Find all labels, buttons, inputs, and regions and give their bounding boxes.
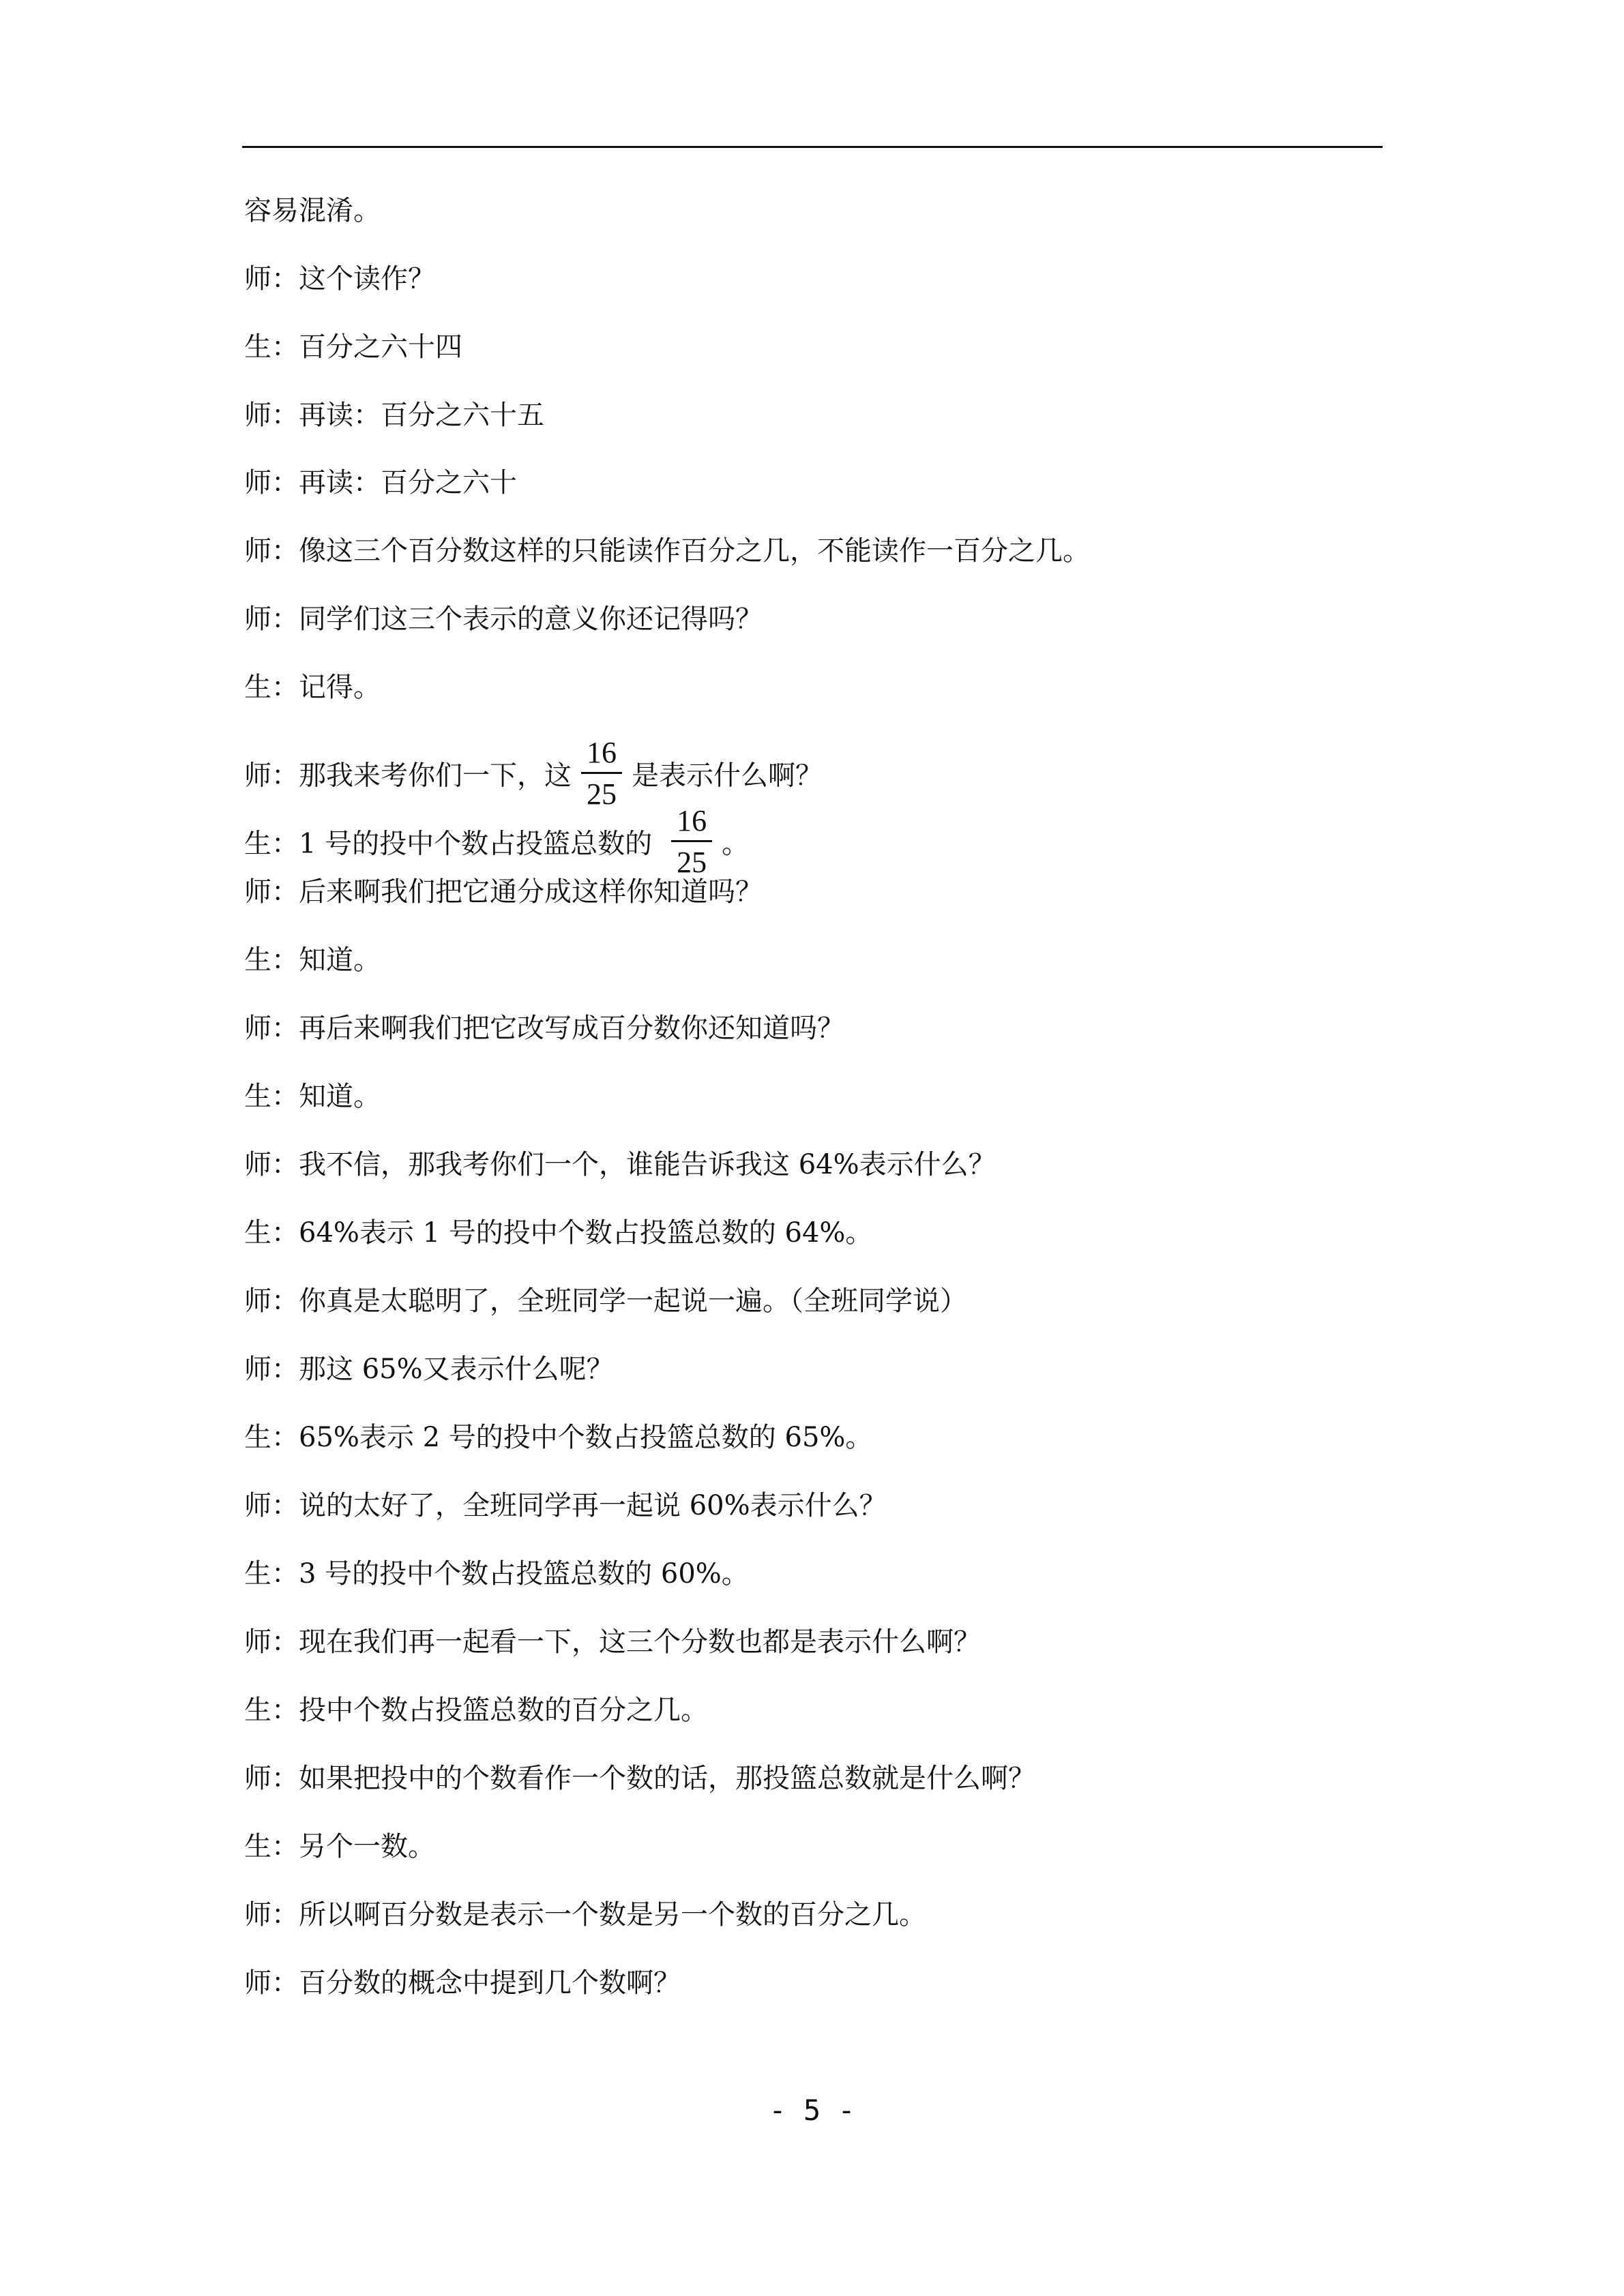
text-line-2: 师：这个读作？	[244, 263, 435, 295]
text-line-13: 师：再后来啊我们把它改写成百分数你还知道吗？	[244, 1013, 844, 1044]
text-line-18: 师：那这 65%又表示什么呢？	[244, 1354, 614, 1385]
text-line-22: 师：现在我们再一起看一下，这三个分数也都是表示什么啊？	[244, 1626, 981, 1658]
text-line-5: 师：再读：百分之六十	[244, 467, 517, 498]
text-line-24: 师：如果把投中的个数看作一个数的话，那投篮总数就是什么啊？	[244, 1763, 1035, 1794]
fraction-denominator: 25	[587, 777, 617, 811]
fraction-denominator: 25	[677, 846, 707, 879]
fraction-numerator: 16	[671, 803, 712, 842]
line-9-lead: 师：那我来考你们一下，这	[244, 760, 572, 792]
text-line-9	[244, 736, 823, 816]
text-line-8: 生：记得。	[244, 672, 381, 703]
header-rule	[242, 146, 1383, 148]
text-line-10	[244, 804, 750, 884]
page-number: - 5 -	[769, 2093, 855, 2127]
fraction-16-25	[581, 735, 622, 812]
text-line-20: 师：说的太好了，全班同学再一起说 60%表示什么？	[244, 1490, 887, 1521]
fraction-16-25	[671, 803, 712, 880]
line-9-tail: 是表示什么啊？	[632, 760, 823, 792]
text-line-12: 生：知道。	[244, 944, 381, 976]
text-line-14: 生：知道。	[244, 1081, 381, 1112]
fraction-numerator: 16	[581, 735, 622, 774]
text-line-6: 师：像这三个百分数这样的只能读作百分之几，不能读作一百分之几。	[244, 535, 1090, 567]
text-line-15: 师：我不信，那我考你们一个，谁能告诉我这 64%表示什么？	[244, 1149, 996, 1180]
text-line-11: 师：后来啊我们把它通分成这样你知道吗？	[244, 876, 763, 908]
text-line-26: 师：所以啊百分数是表示一个数是另一个数的百分之几。	[244, 1899, 926, 1930]
text-line-17: 师：你真是太聪明了，全班同学一起说一遍。（全班同学说）	[244, 1285, 967, 1317]
text-line-19: 生：65%表示 2 号的投中个数占投篮总数的 65%。	[244, 1422, 873, 1453]
line-10-tail: 。	[722, 828, 750, 860]
text-line-7: 师：同学们这三个表示的意义你还记得吗？	[244, 603, 763, 635]
text-line-23: 生：投中个数占投篮总数的百分之几。	[244, 1695, 708, 1726]
text-line-25: 生：另个一数。	[244, 1831, 435, 1862]
text-line-21: 生：3 号的投中个数占投篮总数的 60%。	[244, 1558, 749, 1590]
text-line-1: 容易混淆。	[244, 195, 381, 226]
line-10-lead: 生：1 号的投中个数占投篮总数的	[244, 828, 653, 860]
text-line-4: 师：再读：百分之六十五	[244, 400, 544, 431]
text-line-3: 生：百分之六十四	[244, 331, 462, 363]
text-line-27: 师：百分数的概念中提到几个数啊？	[244, 1967, 681, 1999]
text-line-16: 生：64%表示 1 号的投中个数占投篮总数的 64%。	[244, 1217, 873, 1249]
